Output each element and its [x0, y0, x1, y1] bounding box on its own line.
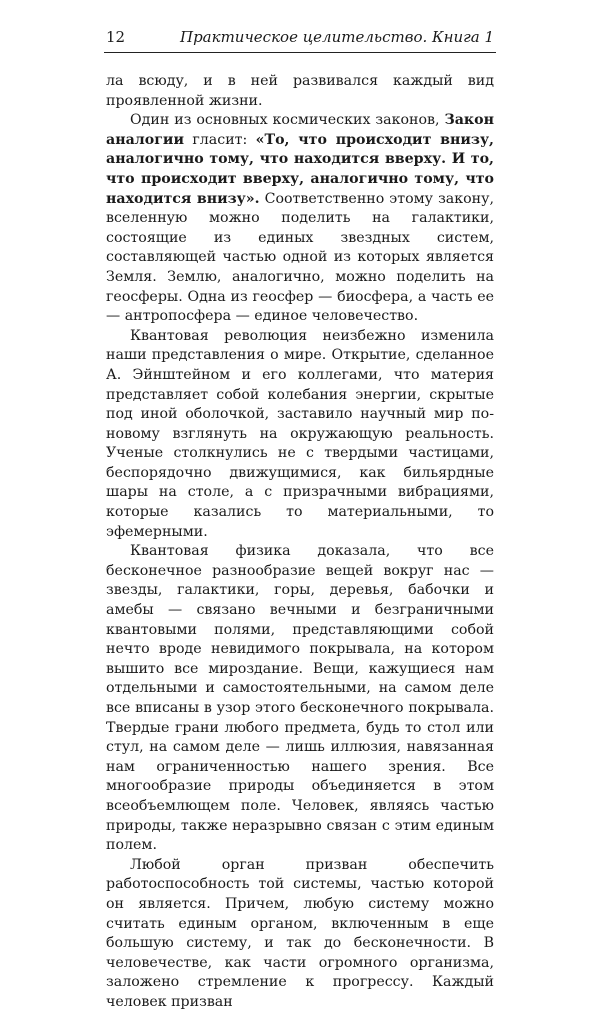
paragraph-continued: ла всюду, и в ней развивался каждый вид проявленной жизни. [106, 73, 494, 109]
paragraph-text: гласит: [183, 131, 256, 148]
header-rule [104, 52, 496, 53]
paragraph-law-of-analogy [106, 111, 494, 327]
paragraph-organ-system: Любой орган призван обеспечить работоспособность той системы, частью которой он является. Причем, любую систему можно считать единым органом, включенным в еще большую систему, и так до бесконечности. В человечестве, как части огромного организма, заложено стремление к прогрессу. Каждый человек призван [106, 856, 494, 1010]
paragraph-text: Один из основных космических законов, [130, 112, 445, 129]
paragraph-quantum-physics: Квантовая физика доказала, что все бесконечное разнообразие вещей вокруг нас — звезды, галактики, горы, деревья, бабочки и амебы — связано вечными и безграничными квантовыми полями, представляющими собой нечто вроде невидимого покрывала, на котором вышито все мироздание. Вещи, кажущиеся нам отдельными и самостоятельными, на самом деле все вписаны в узор этого бесконечного покрывала. Твердые грани любого предмета, будь то стол или стул, на самом деле — лишь иллюзия, навязанная нам ограниченностью нашего зрения. Все многообразие природы объединяется в этом всеобъемлющем поле. Человек, являясь частью природы, также неразрывно связан с этим единым полем. [106, 543, 494, 854]
running-header [106, 28, 494, 46]
paragraph-quantum-revolution: Квантовая революция неизбежно изменила наши представления о мире. Открытие, сделанное А. Эйнштейном и его коллегами, что материя представляет собой колебания энергии, скрытые под иной оболочкой, заставило научный мир по-новому взглянуть на окружающую реальность. Ученые столкнулись не с твердыми частицами, беспорядочно движущимися, как бильярдные шары на столе, а с призрачными вибрациями, которые казались то материальными, то эфемерными. [106, 327, 494, 540]
page-number: 12 [106, 28, 126, 46]
law-quote: «То, что происходит внизу, аналогично тому, что находится вверху. И то, что происходит вверху, аналогично тому, что находится внизу». [106, 131, 494, 207]
paragraph-text: Соответственно этому закону, вселенную можно поделить на галактики, состоящие из единых звездных систем, составляющей частью одной из которых является Земля. Землю, аналогично, можно поделить на геосферы. Одна из геосфер — биосфера, а часть ее — антропосфера — единое человечество. [106, 190, 494, 325]
running-title: Практическое целительство. Книга 1 [180, 28, 494, 46]
law-name: Закон аналогии [106, 112, 494, 148]
body-text [106, 72, 494, 1013]
